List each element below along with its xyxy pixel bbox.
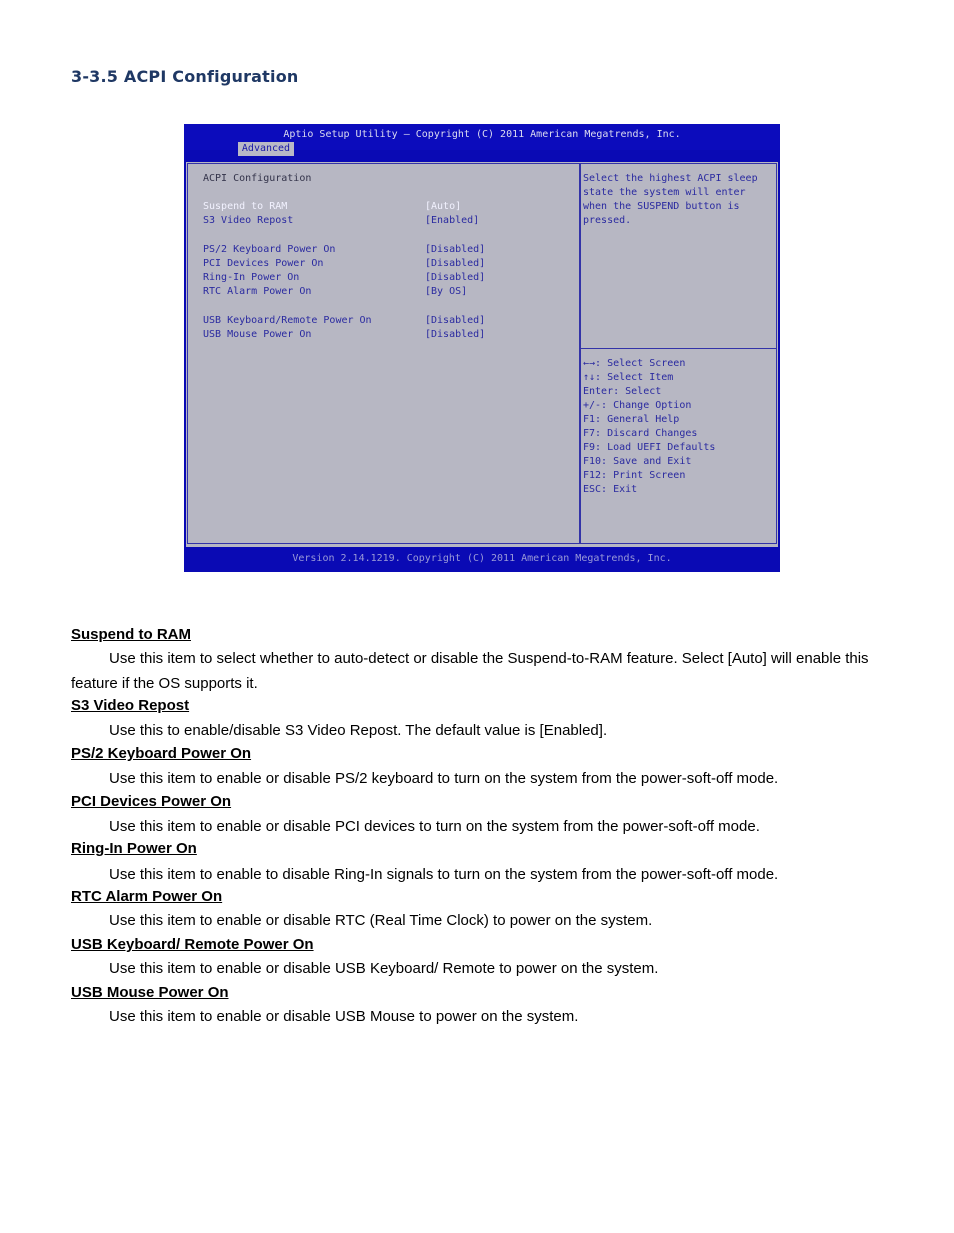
option-s3-video-repost[interactable]: S3 Video Repost	[203, 215, 294, 226]
help-text-line: state the system will enter	[583, 187, 746, 198]
key-hint-load-defaults: F9: Load UEFI Defaults	[583, 442, 716, 453]
item-title-s3-video-repost: S3 Video Repost	[71, 697, 190, 714]
item-title-ps2-keyboard-power-on: PS/2 Keyboard Power On	[71, 745, 252, 762]
item-desc-usb-mouse-power-on: Use this item to enable or disable USB Mouse to power on the system.	[109, 1008, 579, 1025]
item-title-pci-devices-power-on: PCI Devices Power On	[71, 793, 232, 810]
bios-main-panel	[186, 162, 778, 547]
option-ring-in-power-on[interactable]: Ring-In Power On	[203, 272, 300, 283]
option-suspend-to-ram[interactable]: Suspend to RAM	[203, 201, 288, 212]
help-divider	[581, 348, 776, 349]
value-suspend-to-ram[interactable]: [Auto]	[425, 201, 462, 212]
value-usb-mouse-power-on[interactable]: [Disabled]	[425, 329, 486, 340]
value-rtc-alarm-power-on[interactable]: [By OS]	[425, 286, 468, 297]
bios-options-panel	[187, 163, 580, 544]
option-pci-devices-power-on[interactable]: PCI Devices Power On	[203, 258, 324, 269]
bios-help-panel	[580, 163, 777, 544]
key-hint-change-option: +/-: Change Option	[583, 400, 692, 411]
tab-advanced[interactable]: Advanced	[238, 142, 294, 156]
item-desc-suspend-to-ram: Use this item to select whether to auto-detect or disable the Suspend-to-RAM feature. Select [Auto] will enable this feature if the OS supports it.	[71, 650, 869, 692]
bios-section-heading: ACPI Configuration	[203, 173, 312, 184]
bios-title-bar	[184, 124, 780, 154]
item-title-usb-mouse-power-on: USB Mouse Power On	[71, 984, 229, 1001]
key-hint-general-help: F1: General Help	[583, 414, 680, 425]
value-usb-keyboard-remote-power-on[interactable]: [Disabled]	[425, 315, 486, 326]
option-rtc-alarm-power-on[interactable]: RTC Alarm Power On	[203, 286, 312, 297]
item-title-ring-in-power-on: Ring-In Power On	[71, 840, 197, 857]
item-desc-usb-keyboard-remote-power-on: Use this item to enable or disable USB Keyboard/ Remote to power on the system.	[109, 960, 659, 977]
value-pci-devices-power-on[interactable]: [Disabled]	[425, 258, 486, 269]
bios-title: Aptio Setup Utility – Copyright (C) 2011 American Megatrends, Inc.	[283, 129, 681, 140]
option-usb-keyboard-remote-power-on[interactable]: USB Keyboard/Remote Power On	[203, 315, 372, 326]
key-hint-print-screen: F12: Print Screen	[583, 470, 686, 481]
value-ps2-keyboard-power-on[interactable]: [Disabled]	[425, 244, 486, 255]
item-title-usb-keyboard-remote-power-on: USB Keyboard/ Remote Power On	[71, 936, 314, 953]
bios-screenshot	[184, 124, 780, 572]
key-hint-discard-changes: F7: Discard Changes	[583, 428, 698, 439]
value-ring-in-power-on[interactable]: [Disabled]	[425, 272, 486, 283]
item-desc-ps2-keyboard-power-on: Use this item to enable or disable PS/2 keyboard to turn on the system from the power-soft-off mode.	[109, 770, 779, 787]
key-hint-select-screen: ←→: Select Screen	[583, 358, 686, 369]
item-title-rtc-alarm-power-on: RTC Alarm Power On	[71, 888, 223, 905]
section-title: 3-3.5 ACPI Configuration	[71, 67, 299, 86]
bios-footer: Version 2.14.1219. Copyright (C) 2011 American Megatrends, Inc.	[292, 553, 672, 564]
option-ps2-keyboard-power-on[interactable]: PS/2 Keyboard Power On	[203, 244, 336, 255]
help-text-line: pressed.	[583, 215, 632, 226]
option-usb-mouse-power-on[interactable]: USB Mouse Power On	[203, 329, 312, 340]
key-hint-save-exit: F10: Save and Exit	[583, 456, 692, 467]
item-desc-rtc-alarm-power-on: Use this item to enable or disable RTC (Real Time Clock) to power on the system.	[109, 912, 653, 929]
item-desc-ring-in-power-on: Use this item to enable to disable Ring-In signals to turn on the system from the power-soft-off mode.	[109, 866, 779, 883]
key-hint-enter: Enter: Select	[583, 386, 662, 397]
help-text-line: Select the highest ACPI sleep	[583, 173, 758, 184]
help-text-line: when the SUSPEND button is	[583, 201, 740, 212]
key-hint-select-item: ↑↓: Select Item	[583, 372, 674, 383]
item-title-suspend-to-ram: Suspend to RAM	[71, 626, 191, 643]
value-s3-video-repost[interactable]: [Enabled]	[425, 215, 480, 226]
item-desc-s3-video-repost: Use this to enable/disable S3 Video Repost. The default value is [Enabled].	[109, 722, 608, 739]
item-desc-pci-devices-power-on: Use this item to enable or disable PCI devices to turn on the system from the power-soft-off mode.	[109, 818, 760, 835]
key-hint-exit: ESC: Exit	[583, 484, 638, 495]
